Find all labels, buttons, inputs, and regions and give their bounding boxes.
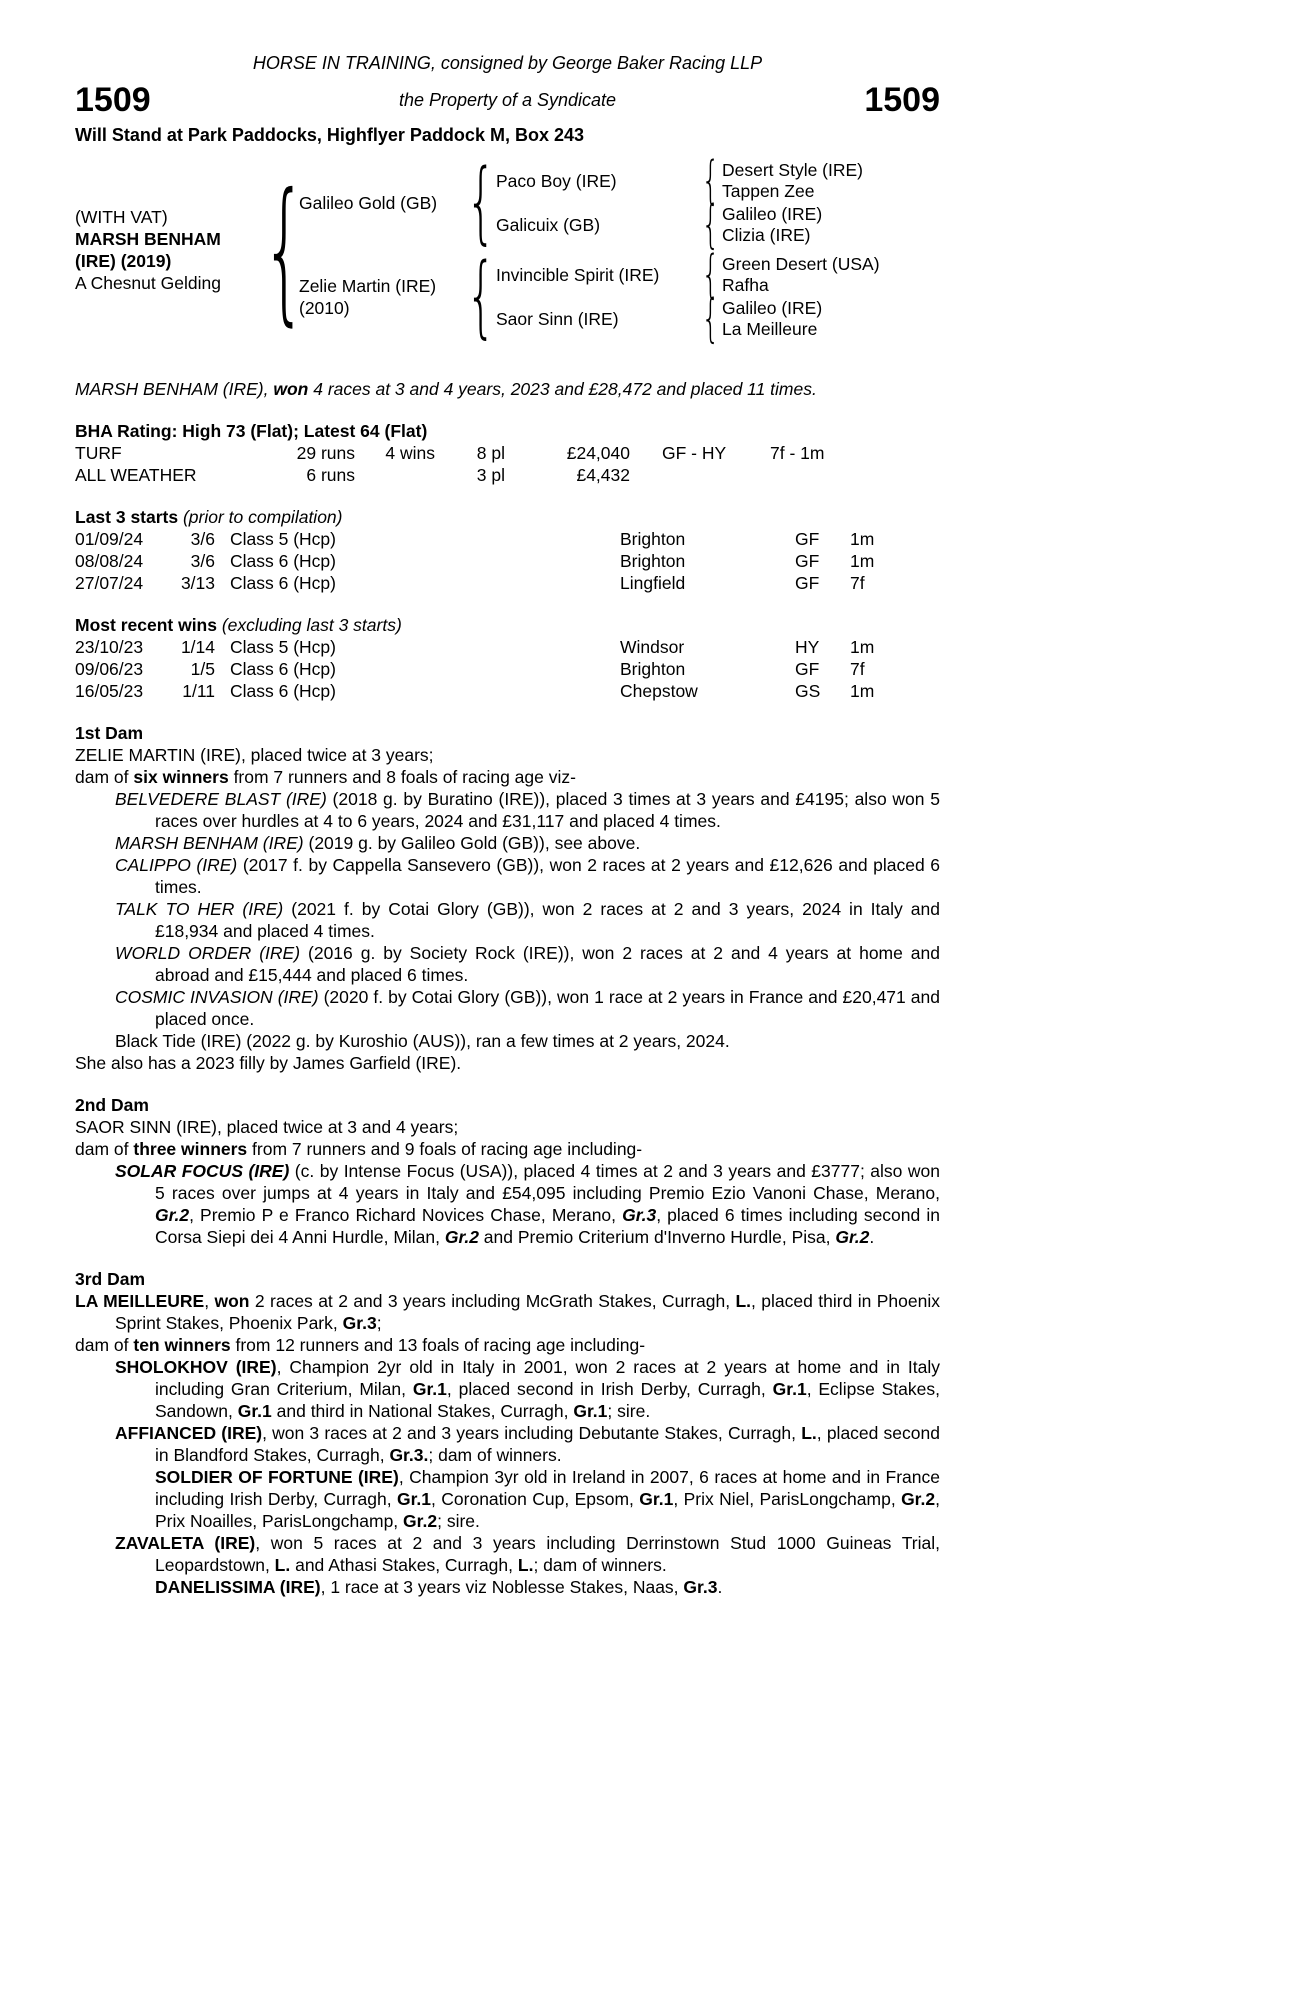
record-row xyxy=(75,464,940,486)
great-grandparent-name: Clizia (IRE) xyxy=(722,225,811,245)
text-run: dam of xyxy=(75,1139,134,1159)
win-distance: 1m xyxy=(850,681,875,701)
text-run: , Prix Niel, ParisLongchamp, xyxy=(673,1489,902,1509)
text-run: . xyxy=(869,1227,875,1247)
recent-wins-section xyxy=(75,614,940,702)
text-run: , won 5 races at 2 and 3 years including Derrinstown Stud 1000 Guineas Trial, Leopardstown, xyxy=(155,1533,940,1575)
text-run: COSMIC INVASION (IRE) xyxy=(115,987,319,1007)
text-run: ; dam of winners. xyxy=(428,1445,562,1465)
text-run: BELVEDERE BLAST (IRE) xyxy=(115,789,327,809)
record-distance: 7f - 1m xyxy=(770,443,825,463)
text-run: , Champion 2yr old in Italy in 2001, won 2 races at 2 years at home and in Italy including Gran Criterium, Milan, xyxy=(155,1357,940,1399)
record-money: £24,040 xyxy=(566,443,630,463)
text-run: , Eclipse Stakes, Sandown, xyxy=(155,1379,940,1421)
text-run: , 1 race at 3 years viz Noblesse Stakes, Naas, xyxy=(320,1577,684,1597)
text-run: Gr.2 xyxy=(444,1227,479,1247)
pedigree-brace-gen3 xyxy=(700,293,722,345)
text-run: and Athasi Stakes, Curragh, xyxy=(290,1555,518,1575)
win-class: Class 6 (Hcp) xyxy=(230,659,336,679)
record-money: £4,432 xyxy=(576,465,630,485)
great-grandparents xyxy=(722,204,940,246)
dam-paragraph xyxy=(75,1576,940,1598)
dam-paragraph xyxy=(75,942,940,986)
dam-sections xyxy=(75,722,940,1598)
dam-paragraph xyxy=(75,986,940,1030)
pedigree-brace-gen1 xyxy=(273,166,295,334)
dam-paragraph xyxy=(75,1532,940,1576)
horse-suffix: (IRE) (2019) xyxy=(75,251,172,271)
pedigree-brace-gen3 xyxy=(700,199,722,251)
win-course: Brighton xyxy=(620,659,686,679)
win-date: 23/10/23 xyxy=(75,637,144,657)
sire-name xyxy=(295,192,470,214)
dam-name xyxy=(295,275,470,319)
dam-paragraph xyxy=(75,788,940,832)
text-run: LA MEILLEURE xyxy=(75,1291,205,1311)
text-run: , placed second in Blandford Stakes, Curragh, xyxy=(155,1423,940,1465)
great-grandparents xyxy=(722,160,940,202)
start-course: Lingfield xyxy=(620,573,686,593)
text-run: ; dam of winners. xyxy=(533,1555,667,1575)
great-grandparent-name: La Meilleure xyxy=(722,319,818,339)
text-run: (2019 g. by Galileo Gold (GB)), see above. xyxy=(303,833,641,853)
great-grandparent-name: Green Desert (USA) xyxy=(722,254,880,274)
text-run: (2018 g. by Buratino (IRE)), placed 3 times at 3 years and £4195; also won 5 races over hurdles at 4 to 6 years, 2024 and £31,117 and placed 4 times. xyxy=(155,789,940,831)
record-places: 3 pl xyxy=(476,465,505,485)
text-run: Gr.3 xyxy=(683,1577,718,1597)
start-class: Class 6 (Hcp) xyxy=(230,551,336,571)
win-row xyxy=(75,680,940,702)
text-run: Most recent wins xyxy=(75,615,217,635)
text-run: MARSH BENHAM (IRE), xyxy=(75,379,274,399)
text-run: Gr.1 xyxy=(237,1401,272,1421)
horse-description: A Chesnut Gelding xyxy=(75,273,221,293)
text-run: (2021 f. by Cotai Glory (GB)), won 2 races at 2 and 3 years, 2024 in Italy and £18,934 and placed 4 times. xyxy=(155,899,940,941)
grandparent-name: Galicuix (GB) xyxy=(496,215,601,235)
stand-location-line: Will Stand at Park Paddocks, Highflyer Paddock M, Box 243 xyxy=(75,125,584,145)
text-run: TALK TO HER (IRE) xyxy=(115,899,284,919)
win-position: 1/11 xyxy=(182,681,215,701)
text-run: L. xyxy=(801,1423,817,1443)
start-going: GF xyxy=(795,573,820,593)
start-row xyxy=(75,572,940,594)
text-run: and Premio Criterium d'Inverno Hurdle, Pisa, xyxy=(478,1227,836,1247)
recent-wins-heading xyxy=(75,614,940,636)
start-going: GF xyxy=(795,529,820,549)
text-run: She also has a 2023 filly by James Garfield (IRE). xyxy=(75,1053,462,1073)
start-course: Brighton xyxy=(620,551,686,571)
win-date: 16/05/23 xyxy=(75,681,144,701)
text-run: , placed 6 times including second in Corsa Siepi dei 4 Anni Hurdle, Milan, xyxy=(155,1205,940,1247)
start-position: 3/6 xyxy=(190,551,215,571)
dam-paragraph xyxy=(75,1030,940,1052)
text-run: CALIPPO (IRE) xyxy=(115,855,238,875)
bha-rating-line: BHA Rating: High 73 (Flat); Latest 64 (Flat) xyxy=(75,421,428,441)
text-run: Gr.1 xyxy=(639,1489,674,1509)
text-run: ; sire. xyxy=(607,1401,651,1421)
record-surface: TURF xyxy=(75,443,122,463)
dam-branch xyxy=(295,250,940,344)
text-run: , Champion 3yr old in Ireland in 2007, 6 races at home and in France including Irish Derby, Curragh, xyxy=(155,1467,940,1509)
great-grandparents xyxy=(722,298,940,340)
dam-year-text: (2010) xyxy=(299,298,350,318)
start-date: 08/08/24 xyxy=(75,551,144,571)
start-row xyxy=(75,550,940,572)
text-run: ZELIE MARTIN (IRE), placed twice at 3 years; xyxy=(75,745,434,765)
text-run: Gr.3. xyxy=(389,1445,429,1465)
great-grandparent-name: Rafha xyxy=(722,275,769,295)
win-class: Class 6 (Hcp) xyxy=(230,681,336,701)
text-run: . xyxy=(717,1577,723,1597)
text-run: , Prix Noailles, ParisLongchamp, xyxy=(155,1489,940,1531)
grandparent-name: Invincible Spirit (IRE) xyxy=(496,265,660,285)
text-run: six winners xyxy=(133,767,229,787)
text-run: , placed third in Phoenix Sprint Stakes, Phoenix Park, xyxy=(115,1291,940,1333)
horse-details xyxy=(75,206,273,294)
text-run: dam of xyxy=(75,767,134,787)
text-run: , placed second in Irish Derby, Curragh, xyxy=(446,1379,773,1399)
vat-note: (WITH VAT) xyxy=(75,207,168,227)
win-course: Windsor xyxy=(620,637,685,657)
text-run: (prior to compilation) xyxy=(182,507,343,527)
dam-name-text: Zelie Martin (IRE) xyxy=(299,276,437,296)
text-run: (2017 f. by Cappella Sansevero (GB)), won 2 races at 2 years and £12,626 and placed 6 times. xyxy=(155,855,940,897)
grandparent-branch xyxy=(492,297,940,341)
dam-heading: 1st Dam xyxy=(75,723,144,743)
text-run: SOLAR FOCUS (IRE) xyxy=(115,1161,290,1181)
dam-paragraph xyxy=(75,832,940,854)
dam-paragraph xyxy=(75,744,940,766)
text-run: SOLDIER OF FORTUNE (IRE) xyxy=(155,1467,399,1487)
record-runs: 6 runs xyxy=(306,465,355,485)
last-starts-heading xyxy=(75,506,940,528)
lot-number-right: 1509 xyxy=(864,81,940,119)
dam-heading: 3rd Dam xyxy=(75,1269,146,1289)
dam-paragraph xyxy=(75,898,940,942)
horse-name: MARSH BENHAM xyxy=(75,229,221,249)
text-run: L. xyxy=(274,1555,291,1575)
text-run: Black Tide (IRE) (2022 g. by Kuroshio (AUS)), ran a few times at 2 years, 2024. xyxy=(115,1031,730,1051)
text-run: Gr.2 xyxy=(403,1511,438,1531)
lot-row xyxy=(75,78,940,122)
text-run: and third in National Stakes, Curragh, xyxy=(271,1401,574,1421)
dam-paragraph xyxy=(75,1356,940,1422)
win-distance: 7f xyxy=(850,659,865,679)
text-run: Gr.1 xyxy=(412,1379,447,1399)
great-grandparents xyxy=(722,254,940,296)
text-run: Gr.3 xyxy=(622,1205,657,1225)
text-run: SAOR SINN (IRE), placed twice at 3 and 4 years; xyxy=(75,1117,459,1137)
great-grandparent-name: Desert Style (IRE) xyxy=(722,160,863,180)
text-run: 2 races at 2 and 3 years including McGrath Stakes, Curragh, xyxy=(249,1291,736,1311)
text-run: WORLD ORDER (IRE) xyxy=(115,943,301,963)
dam-parents xyxy=(492,253,940,341)
great-grandparent-name: Galileo (IRE) xyxy=(722,204,823,224)
dam-paragraph xyxy=(75,1290,940,1334)
text-run: Gr.1 xyxy=(396,1489,432,1509)
text-run: Gr.2 xyxy=(155,1205,190,1225)
text-run: MARSH BENHAM (IRE) xyxy=(115,833,304,853)
text-run: ; xyxy=(376,1313,382,1333)
sire-parents xyxy=(492,159,940,247)
record-wins: 4 wins xyxy=(385,443,435,463)
sire-name-text: Galileo Gold (GB) xyxy=(299,193,438,213)
text-run: SHOLOKHOV (IRE) xyxy=(115,1357,277,1377)
record-wins xyxy=(355,464,435,486)
pedigree-tree xyxy=(295,156,940,344)
win-course: Chepstow xyxy=(620,681,698,701)
record-table xyxy=(75,442,940,486)
text-run: , Premio P e Franco Richard Novices Chase, Merano, xyxy=(189,1205,623,1225)
grandparent-name: Saor Sinn (IRE) xyxy=(496,309,619,329)
text-run: Gr.3 xyxy=(342,1313,377,1333)
win-class: Class 5 (Hcp) xyxy=(230,637,336,657)
text-run: won xyxy=(273,379,309,399)
start-class: Class 5 (Hcp) xyxy=(230,529,336,549)
text-run: ZAVALETA (IRE) xyxy=(115,1533,256,1553)
property-line: the Property of a Syndicate xyxy=(398,90,617,110)
start-date: 01/09/24 xyxy=(75,529,144,549)
great-grandparent-name: Galileo (IRE) xyxy=(722,298,823,318)
win-going: HY xyxy=(795,637,820,657)
dam-paragraph xyxy=(75,1422,940,1466)
text-run: Gr.1 xyxy=(573,1401,608,1421)
start-course: Brighton xyxy=(620,529,686,549)
win-position: 1/14 xyxy=(180,637,215,657)
text-run: Last 3 starts xyxy=(75,507,179,527)
dam-heading: 2nd Dam xyxy=(75,1095,149,1115)
dam-paragraph xyxy=(75,1052,940,1074)
record-runs: 29 runs xyxy=(296,443,355,463)
dam-paragraph xyxy=(75,1466,940,1532)
dam-paragraph xyxy=(75,1138,940,1160)
start-position: 3/6 xyxy=(190,529,215,549)
text-run: three winners xyxy=(133,1139,248,1159)
text-run: from 7 runners and 9 foals of racing age including- xyxy=(247,1139,643,1159)
dam-paragraph xyxy=(75,1334,940,1356)
text-run: DANELISSIMA (IRE) xyxy=(155,1577,321,1597)
start-position: 3/13 xyxy=(180,573,215,593)
start-going: GF xyxy=(795,551,820,571)
dam-section xyxy=(75,1094,940,1248)
record-going: GF - HY xyxy=(662,443,727,463)
record-going xyxy=(630,464,770,486)
text-run: Gr.2 xyxy=(901,1489,936,1509)
text-run: ; sire. xyxy=(437,1511,480,1531)
pedigree-brace-gen2 xyxy=(470,156,492,250)
win-going: GF xyxy=(795,659,820,679)
lot-number-left: 1509 xyxy=(75,81,151,119)
text-run: (2020 f. by Cotai Glory (GB)), won 1 race at 2 years in France and £20,471 and placed once. xyxy=(155,987,940,1029)
consignor-line: HORSE IN TRAINING, consigned by George Baker Racing LLP xyxy=(252,53,763,73)
race-record-summary xyxy=(75,378,940,400)
text-run: ten winners xyxy=(133,1335,231,1355)
start-row xyxy=(75,528,940,550)
text-run: (excluding last 3 starts) xyxy=(221,615,402,635)
dam-paragraph xyxy=(75,1160,940,1248)
record-distance xyxy=(770,464,940,486)
start-distance: 1m xyxy=(850,551,875,571)
win-date: 09/06/23 xyxy=(75,659,144,679)
win-row xyxy=(75,658,940,680)
win-row xyxy=(75,636,940,658)
last-starts-section xyxy=(75,506,940,594)
start-date: 27/07/24 xyxy=(75,573,144,593)
win-distance: 1m xyxy=(850,637,875,657)
catalogue-page xyxy=(75,0,940,1598)
grandparent-name: Paco Boy (IRE) xyxy=(496,171,617,191)
text-run: from 7 runners and 8 foals of racing age viz- xyxy=(228,767,576,787)
start-distance: 7f xyxy=(850,573,865,593)
dam-paragraph xyxy=(75,1116,940,1138)
win-going: GS xyxy=(795,681,821,701)
text-run: dam of xyxy=(75,1335,134,1355)
record-surface: ALL WEATHER xyxy=(75,465,197,485)
record-row xyxy=(75,442,940,464)
text-run: won xyxy=(214,1291,250,1311)
start-distance: 1m xyxy=(850,529,875,549)
text-run: , won 3 races at 2 and 3 years including Debutante Stakes, Curragh, xyxy=(262,1423,802,1443)
record-places: 8 pl xyxy=(476,443,505,463)
great-grandparent-name: Tappen Zee xyxy=(722,181,815,201)
text-run: (c. by Intense Focus (USA)), placed 4 times at 2 and 3 years and £3777; also won 5 races over jumps at 4 years in Italy and £54,095 including Premio Ezio Vanoni Chase, Merano, xyxy=(155,1161,940,1203)
text-run: (2016 g. by Society Rock (IRE)), won 2 races at 2 and 4 years at home and abroad and £15,444 and placed 6 times. xyxy=(155,943,941,985)
text-run: AFFIANCED (IRE) xyxy=(115,1423,263,1443)
text-run: , Coronation Cup, Epsom, xyxy=(431,1489,640,1509)
dam-section xyxy=(75,722,940,1074)
dam-paragraph xyxy=(75,766,940,788)
text-run: , xyxy=(204,1291,215,1311)
text-run: L. xyxy=(735,1291,752,1311)
win-position: 1/5 xyxy=(190,659,215,679)
start-class: Class 6 (Hcp) xyxy=(230,573,336,593)
text-run: Gr.1 xyxy=(772,1379,807,1399)
text-run: 4 races at 3 and 4 years, 2023 and £28,472 and placed 11 times. xyxy=(308,379,817,399)
text-run: L. xyxy=(517,1555,534,1575)
text-run: Gr.2 xyxy=(835,1227,870,1247)
pedigree-table xyxy=(75,156,940,344)
pedigree-brace-gen2 xyxy=(470,250,492,344)
dam-section xyxy=(75,1268,940,1598)
sire-branch xyxy=(295,156,940,250)
text-run: from 12 runners and 13 foals of racing age including- xyxy=(230,1335,646,1355)
dam-paragraph xyxy=(75,854,940,898)
grandparent-branch xyxy=(492,203,940,247)
